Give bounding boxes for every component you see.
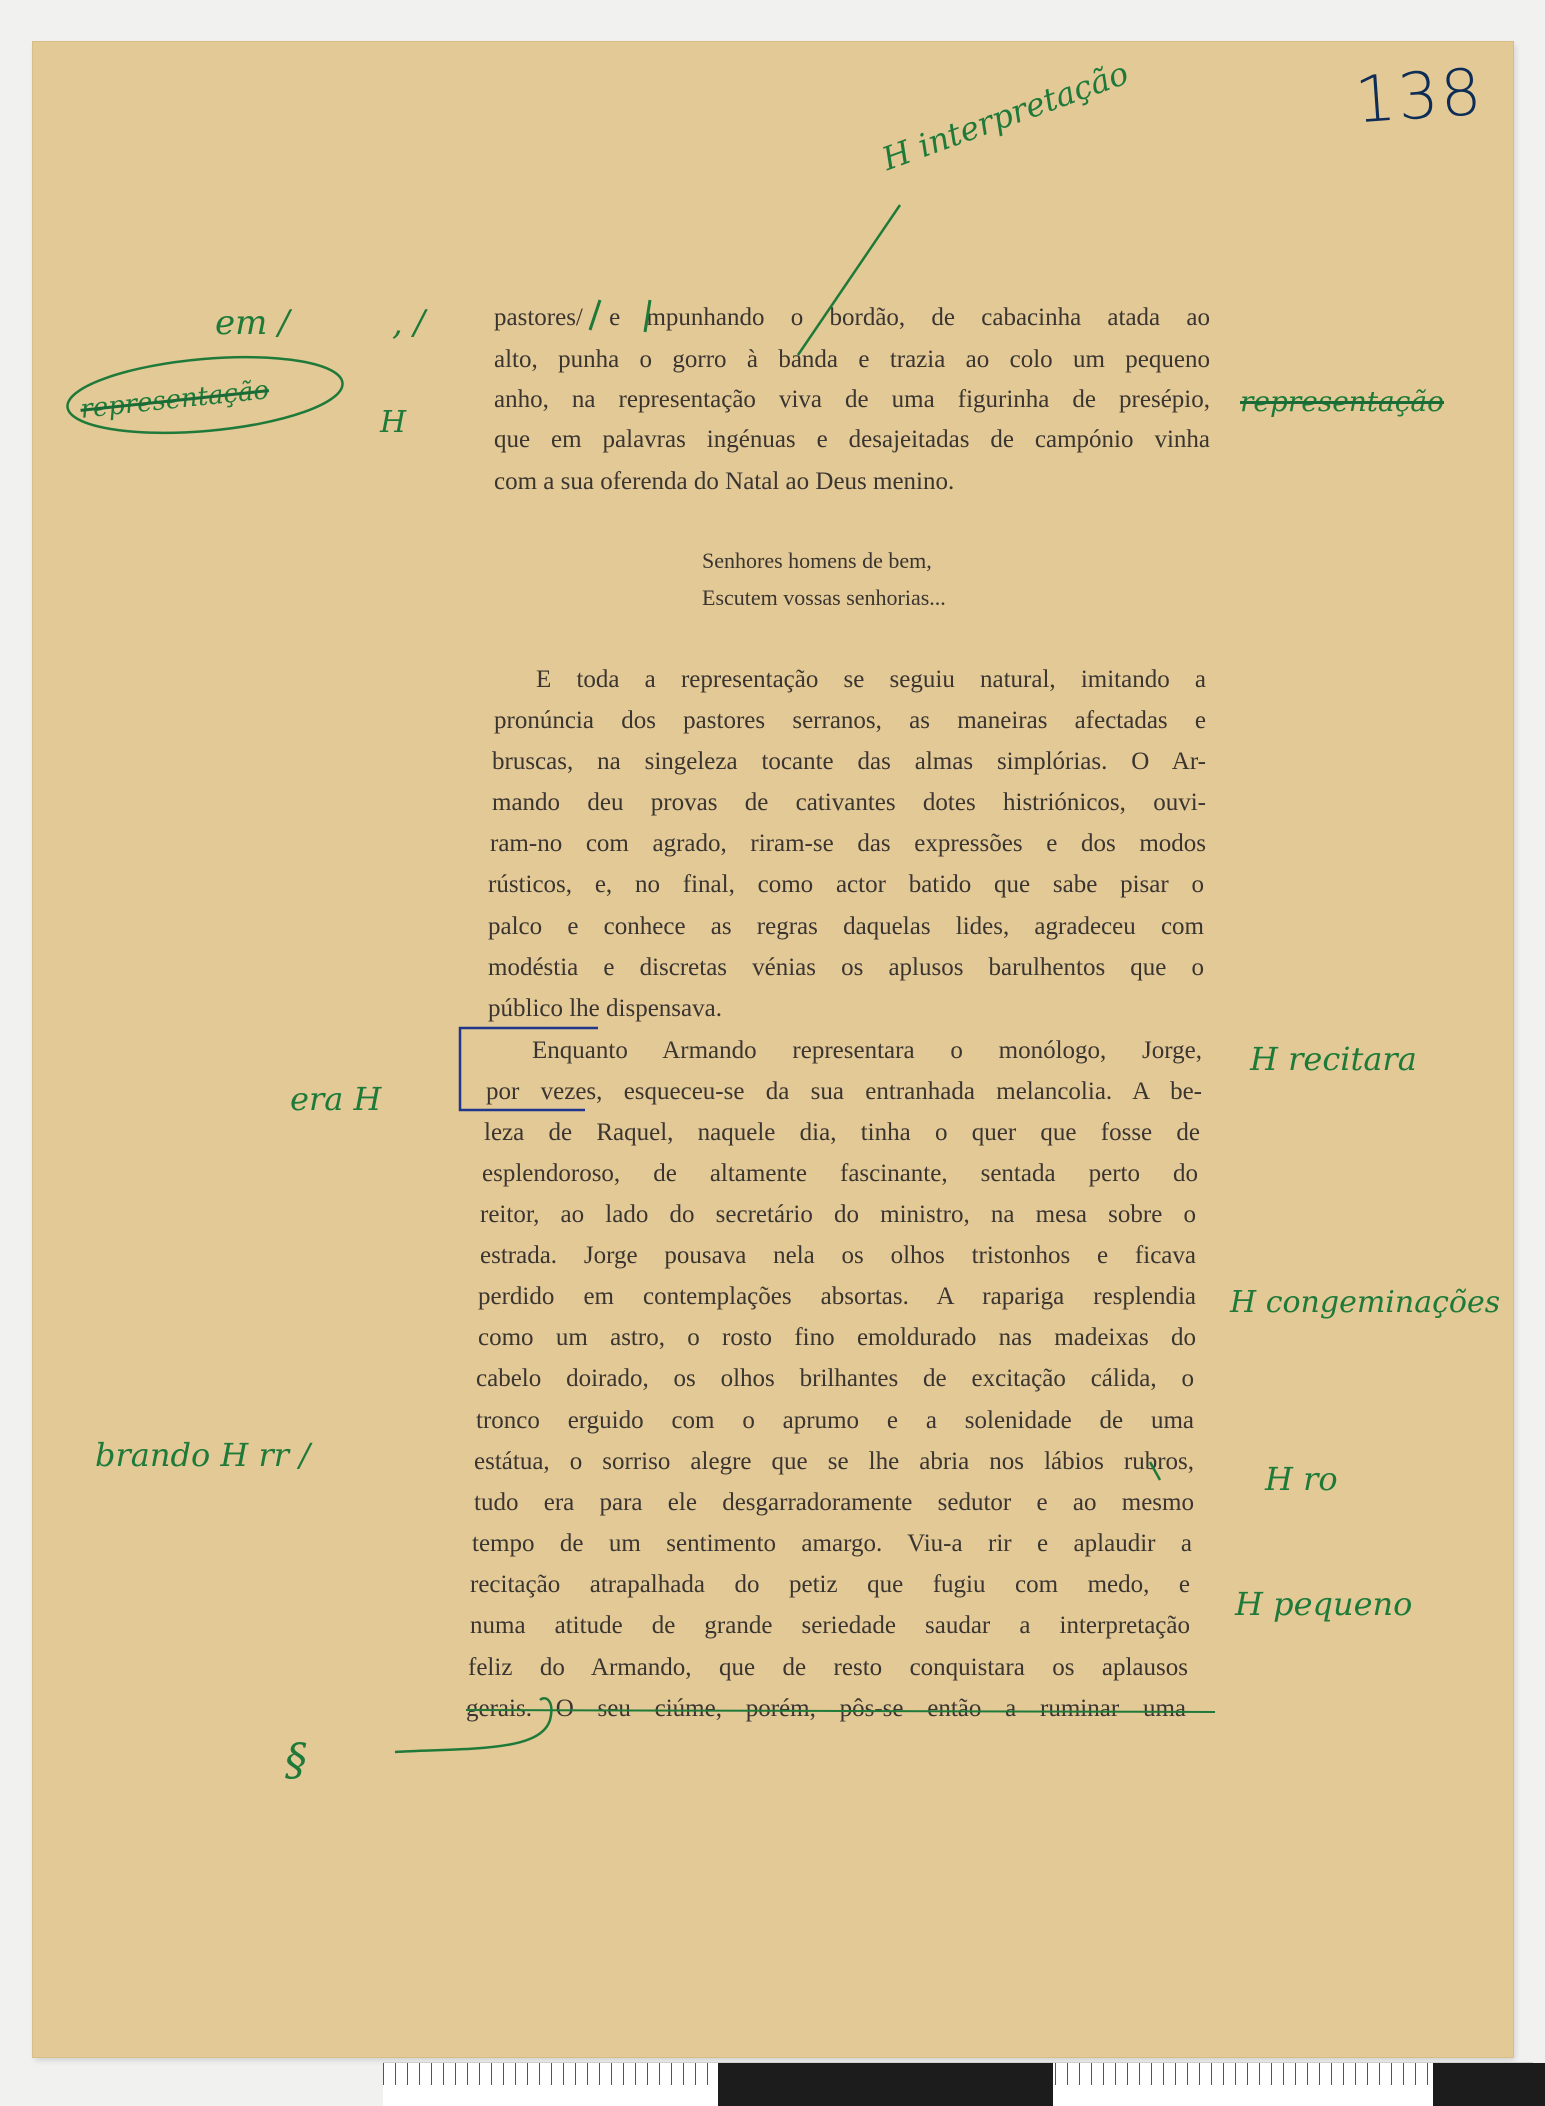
annotation-right-pequeno: H pequeno bbox=[1235, 1585, 1413, 1623]
scale-ruler bbox=[383, 2062, 1533, 2106]
text-line: que em palavras ingénuas e desajeitadas de campónio vinha bbox=[494, 426, 1210, 453]
annotation-left-crossed-tail: H bbox=[380, 405, 407, 440]
text-line: cabelo doirado, os olhos brilhantes de excitação cálida, o bbox=[476, 1365, 1194, 1392]
text-line: público lhe dispensava. bbox=[488, 995, 722, 1022]
annotation-left-era: era H bbox=[290, 1080, 382, 1118]
text-line: anho, na representação viva de uma figurinha de presépio, bbox=[494, 386, 1210, 413]
page-number: 138 bbox=[1352, 55, 1486, 139]
text-line: esplendoroso, de altamente fascinante, sentada perto do bbox=[482, 1160, 1198, 1187]
text-line: tempo de um sentimento amargo. Viu-a rir e aplaudir a bbox=[472, 1530, 1192, 1557]
annotation-right-recitara: H recitara bbox=[1250, 1040, 1417, 1078]
text-line: mando deu provas de cativantes dotes histriónicos, ouvi- bbox=[492, 789, 1206, 816]
annotation-top-insert: H interpretação bbox=[877, 53, 1134, 178]
annotation-left-crossed: representação bbox=[78, 375, 271, 425]
text-line: palco e conhece as regras daquelas lides, agradeceu com bbox=[488, 913, 1204, 940]
text-line: gerais. O seu ciúme, porém, pôs-se então a ruminar uma bbox=[466, 1695, 1186, 1722]
annotation-left-em: em / bbox=[215, 303, 290, 343]
verse-line: Escutem vossas senhorias... bbox=[702, 585, 946, 610]
annotation-paragraph-mark: § bbox=[285, 1735, 307, 1786]
text-line: como um astro, o rosto fino emoldurado nas madeixas do bbox=[478, 1324, 1196, 1351]
text-line: por vezes, esqueceu-se da sua entranhada melancolia. A be- bbox=[486, 1078, 1202, 1105]
text-line: E toda a representação se seguiu natural, imitando a bbox=[536, 666, 1206, 693]
text-line: tudo era para ele desgarradoramente sedutor e ao mesmo bbox=[474, 1489, 1194, 1516]
text-line: estrada. Jorge pousava nela os olhos tristonhos e ficava bbox=[480, 1242, 1196, 1269]
ruler-dark-block bbox=[718, 2063, 1053, 2106]
text-line: pastores/ e mpunhando o bordão, de cabacinha atada ao bbox=[494, 304, 1210, 331]
text-line: reitor, ao lado do secretário do ministro, na mesa sobre o bbox=[480, 1201, 1196, 1228]
text-line: numa atitude de grande seriedade saudar a interpretação bbox=[470, 1612, 1190, 1639]
verse-line: Senhores homens de bem, bbox=[702, 548, 932, 573]
annotation-left-comma: , / bbox=[392, 303, 426, 343]
annotation-left-brando: brando H rr / bbox=[95, 1436, 311, 1474]
text-line: modéstia e discretas vénias os aplusos barulhentos que o bbox=[488, 954, 1204, 981]
text-line: estátua, o sorriso alegre que se lhe abria nos lábios rubros, bbox=[474, 1448, 1194, 1475]
text-line: alto, punha o gorro à banda e trazia ao colo um pequeno bbox=[494, 346, 1210, 373]
annotation-right-congeminacoes: H congeminações bbox=[1230, 1285, 1501, 1320]
text-line: feliz do Armando, que de resto conquistara os aplausos bbox=[468, 1654, 1188, 1681]
annotation-right-crossed: representação bbox=[1240, 385, 1444, 418]
text-line: Enquanto Armando representara o monólogo, Jorge, bbox=[532, 1037, 1202, 1064]
text-line: com a sua oferenda do Natal ao Deus menino. bbox=[494, 468, 955, 495]
text-line: leza de Raquel, naquele dia, tinha o quer que fosse de bbox=[484, 1119, 1200, 1146]
text-line: perdido em contemplações absortas. A rapariga resplendia bbox=[478, 1283, 1196, 1310]
annotation-right-ro: H ro bbox=[1265, 1460, 1338, 1498]
text-line: pronúncia dos pastores serranos, as maneiras afectadas e bbox=[494, 707, 1206, 734]
text-line: recitação atrapalhada do petiz que fugiu com medo, e bbox=[470, 1571, 1190, 1598]
text-line: bruscas, na singeleza tocante das almas simplórias. O Ar- bbox=[492, 748, 1206, 775]
ruler-dark-block bbox=[1433, 2063, 1545, 2106]
text-line: rústicos, e, no final, como actor batido que sabe pisar o bbox=[488, 871, 1204, 898]
text-line: tronco erguido com o aprumo e a solenidade de uma bbox=[476, 1407, 1194, 1434]
text-line: ram-no com agrado, riram-se das expressões e dos modos bbox=[490, 830, 1206, 857]
